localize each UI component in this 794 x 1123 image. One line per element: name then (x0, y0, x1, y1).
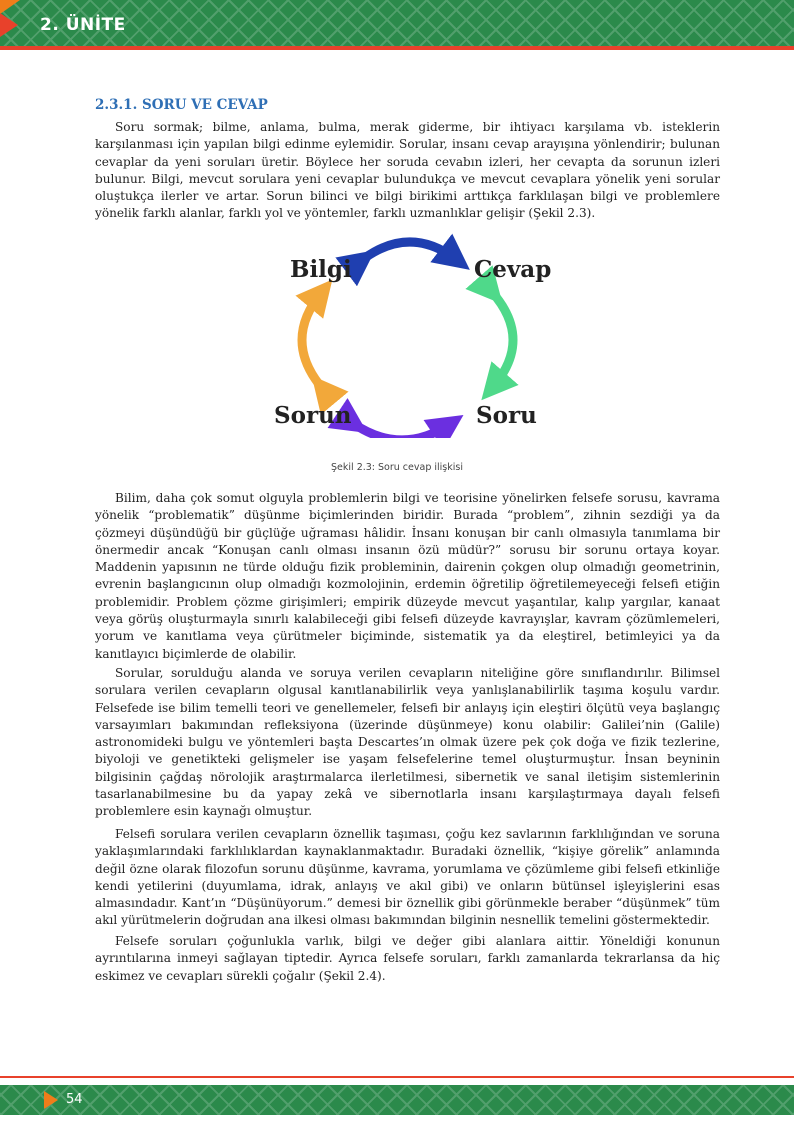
label-cevap: Cevap (474, 256, 552, 283)
label-soru: Soru (476, 402, 537, 429)
label-sorun: Sorun (274, 402, 352, 429)
unit-title: 2. ÜNİTE (40, 15, 126, 35)
paragraph-5: Felsefe soruları çoğunlukla varlık, bilgi ve değer gibi alanlara aittir. Yöneldiği konunun ayrıntılarına inmeyi sağlayan tiptedir. Ayrıca felsefe soruları, farklı zamanlarda tekrarlansa da hiç eskimez ve cevapları sürekli çoğalır (Şekil 2.4). (95, 934, 720, 983)
header-divider (0, 46, 794, 50)
arrow-bottom (354, 424, 450, 438)
section-title: 2.3.1. SORU VE CEVAP (95, 97, 268, 113)
figure-caption: Şekil 2.3: Soru cevap ilişkisi (331, 462, 463, 473)
paragraph-1: Soru sormak; bilme, anlama, bulma, merak giderme, bir ihtiyacı karşılama vb. isteklerin karşılanması için yapılan bilgi edinme eylemidir. Sorular, insanı cevap arayışına yönlendirir; bulunan cevaplar da yeni soruları üretir. Böylece her soruda cevabın izleri, her cevapta da sorunun izleri bulunur. Bilgi, mevcut sorulara yeni cevaplar bulundukça ve mevcut cevaplara yönelik yeni sorular oluştukça ilerler ve artar. Sorun bilinci ve bilgi birikimi arttıkça farklılaşan bilgi ve problemlere yönelik farklı alanlar, farklı yol ve yöntemler, farklı uzmanlıklar gelişir (Şekil 2.3). (95, 120, 720, 221)
arrow-right (492, 292, 513, 388)
arrow-left (302, 292, 322, 388)
footer-divider (0, 1076, 794, 1078)
page-number: 54 (66, 1092, 83, 1107)
page-footer (0, 1073, 794, 1123)
paragraph-4: Felsefi sorulara verilen cevapların öznellik taşıması, çoğu kez savlarının farklılığından ve soruna yaklaşımlarındaki farklılıklardan kaynaklanmaktadır. Buradaki öznellik, “kişiye görelik” anlamında değil özne olarak filozofun sorunu düşünme, kavrama, yorumlama ve çözümleme gibi felsefi etkinliğe kendi yetilerini (duyumlama, idrak, anlayış ve akıl gibi) ve onların bütünsel işleyişlerini esas almasındadır. Kant’ın “Düşünüyorum.” demesi bir öznellik gibi görünmekle beraber “düşünmek” tüm akıl yürütmelerin doğrudan ana ilkesi olması bakımından bilginin nesnellik temelini göstermektedir. (95, 827, 720, 928)
arrow-top (362, 242, 457, 260)
label-bilgi: Bilgi (290, 256, 352, 283)
footer-pattern (0, 1085, 794, 1115)
paragraph-3: Sorular, sorulduğu alanda ve soruya verilen cevapların niteliğine göre sınıflandırılır. Bilimsel sorulara verilen cevapların olgusal kanıtlanabilirlik veya yanlışlanabilirlik taşıma koşulu vardır. Felsefede ise bilim temelli teori ve genellemeler, felsefi bir anlayış için eleştiri ölçütü veya başlangıç varsayımları bakımından refleksiyona (üzerinde düşünmeye) konu olabilir: Galilei’nin (Galile) astronomideki bulgu ve yöntemleri başta Descartes’ın olmak üzere pek çok doğa ve fizik tezlerine, biyoloji ve genetikteki gelişmeler ise yaşam felsefelerine temel oluşturmuştur. İnsan beyninin bilgisinin çağdaş nörolojik araştırmalarca ilerletilmesi, sibernetik ve sanal iletişim sistemlerinin tasarlanabilmesine bu da yapay zekâ ve sibernotlarla insanı karşılaştırmaya dayalı felsefi problemlere esin kaynağı olmuştur. (95, 666, 720, 819)
unit-header (0, 0, 794, 50)
paragraph-2: Bilim, daha çok somut olguyla problemlerin bilgi ve teorisine yönelirken felsefe sorusu, kavrama yönelik “problematik” düşünme biçimlerinden biridir. Burada “problem”, zihnin sezdiği ya da çözmeyi düşündüğü bir güçlüğe uğraması hâlidir. İnsanı konuşan bir canlı olmasıyla tanımlama bir önermedir ancak “Konuşan canlı olması insanın özü müdür?” sorusu bir sorunu ortaya koyar. Maddenin yapısının ne türde olduğu fizik probleminin, dairenin çokgen olup olmadığı geometrinin, evrenin başlangıcının olup olmadığı kozmolojinin, erdemin öğretilip öğretilemeyeceği felsefi etiğin problemidir. Problem çözme girişimleri; empirik düzeyde mevcut yaşantılar, kalıp yargılar, kanaat veya görüş oluşturmayla sınırlı kalabileceği gibi felsefi düzeyde kavrayışlar, kavram çözümlemeleri, yorum ve kanıtlama veya çürütmeler biçiminde, sistematik ya da eleştirel, betimleyici ya da kanıtlayıcı biçimlerde de olabilir. (95, 491, 720, 661)
question-answer-cycle-figure (250, 228, 570, 438)
header-accent-triangle (0, 0, 20, 14)
footer-band (0, 1085, 794, 1115)
footer-play-icon (44, 1091, 58, 1109)
header-play-triangle (0, 13, 18, 37)
